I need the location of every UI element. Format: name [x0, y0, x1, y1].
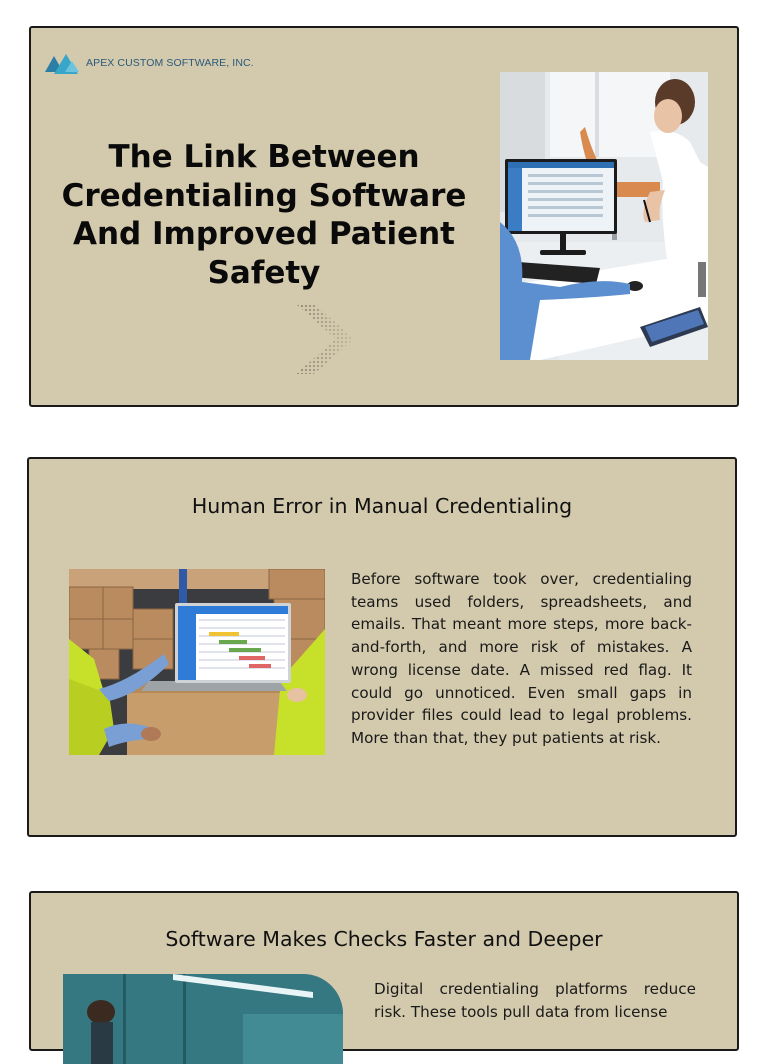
- section-title: Software Makes Checks Faster and Deeper: [165, 927, 603, 951]
- section-card-manual-credentialing: [27, 457, 737, 837]
- office-photo: [63, 974, 343, 1064]
- logo-mountains-icon: [45, 50, 83, 76]
- section-body: Before software took over, credentialing teams used folders, spreadsheets, and emails. That meant more steps, more back-and-forth, and more risk of mistakes. A wrong license date. A missed red flag. It could go unnoticed. Even small gaps in provider files could lead to legal problems. More than that, they put patients at risk.: [351, 570, 692, 747]
- section-body: Digital credentialing platforms reduce risk. These tools pull data from license: [374, 980, 696, 1021]
- doctor-workstation-photo: [500, 72, 708, 360]
- warehouse-laptop-photo: [69, 569, 325, 755]
- section-card-software-checks: [29, 891, 739, 1051]
- chevron-right-icon: [296, 304, 358, 374]
- section-title: Human Error in Manual Credentialing: [191, 494, 573, 518]
- company-logo[interactable]: [45, 50, 254, 76]
- hero-card: [29, 26, 739, 407]
- logo-text: APEX CUSTOM SOFTWARE, INC.: [86, 57, 254, 69]
- page-title: The Link Between Credentialing Software And Improved Patient Safety: [61, 139, 467, 291]
